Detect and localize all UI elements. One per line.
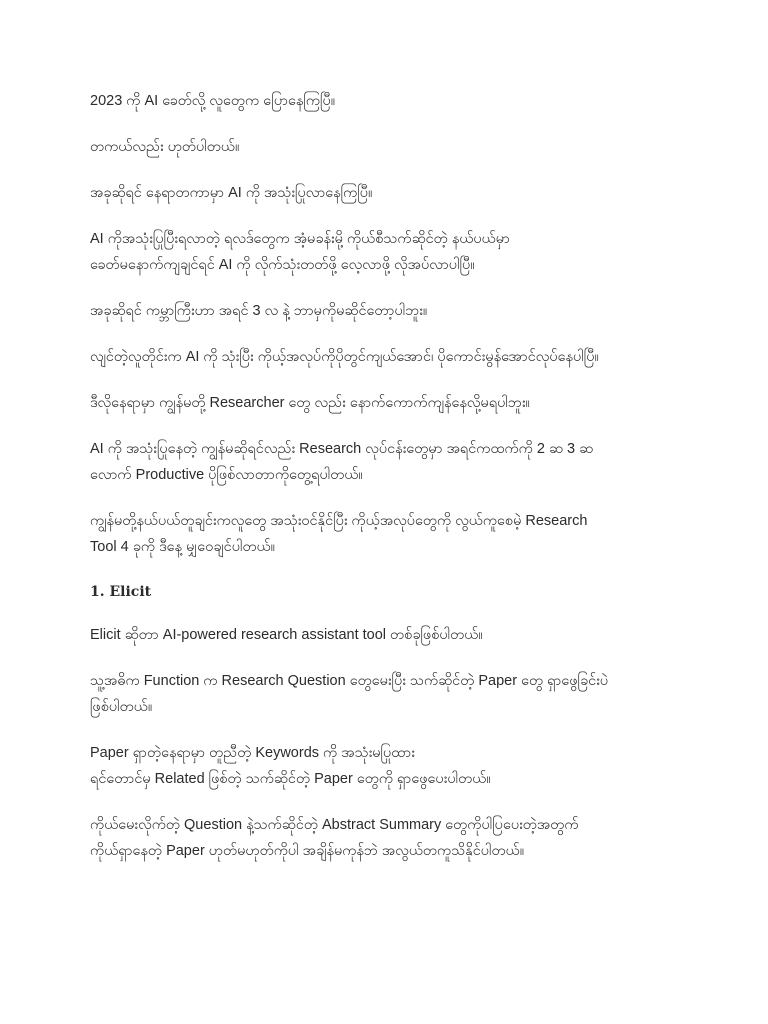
- text-line: 2023 ကို AI ခေတ်လို့ လူတွေက ပြောနေကြပြီ။: [90, 93, 336, 109]
- paragraph-elicit-summary: [90, 812, 690, 864]
- text-line: ဒီလိုနေရာမှာ ကျွန်မတို့ Researcher တွေ လည်း နောက်ကောက်ကျန်နေလို့မရပါဘူး။: [90, 395, 530, 411]
- paragraph-elicit-keywords: [90, 740, 690, 792]
- text-line: လောက် Productive ပိုဖြစ်လာတာကိုတွေ့ရပါတယ်။: [90, 467, 363, 483]
- paragraph-world-change: [90, 298, 690, 324]
- paragraph-agreement: [90, 134, 690, 160]
- text-line: Tool 4 ခုကို ဒီနေ့ မျှဝေချင်ပါတယ်။: [90, 539, 276, 555]
- text-line: ဖြစ်ပါတယ်။: [90, 699, 153, 715]
- text-line: Paper ရှာတဲ့နေရာမှာ တူညီတဲ့ Keywords ကို အသုံးမပြုထား: [90, 745, 415, 761]
- paragraph-elicit-definition: [90, 622, 690, 648]
- text-line: ကိုယ်မေးလိုက်တဲ့ Question နဲ့သက်ဆိုင်တဲ့ Abstract Summary တွေကိုပါပြပေးတဲ့အတွက်: [90, 817, 579, 833]
- text-line: သူ့အဓိက Function က Research Question တွေမေးပြီး သက်ဆိုင်တဲ့ Paper တွေ ရှာဖွေခြင်းပဲ: [90, 673, 609, 689]
- text-line: AI ကိုအသုံးပြုပြီးရလာတဲ့ ရလဒ်တွေက အံ့မခန်းမို့ ကိုယ်စီသက်ဆိုင်တဲ့ နယ်ပယ်မှာ: [90, 231, 510, 247]
- document-body: [90, 88, 690, 884]
- paragraph-productivity: [90, 436, 690, 488]
- paragraph-ai-results: [90, 226, 690, 278]
- paragraph-elicit-function: [90, 668, 690, 720]
- paragraph-smart-people: [90, 344, 690, 370]
- paragraph-researchers: [90, 390, 690, 416]
- section-heading-elicit: 1. Elicit: [90, 584, 152, 600]
- text-line: ကိုယ်ရှာနေတဲ့ Paper ဟုတ်မဟုတ်ကိုပါ အချိန်မကုန်ဘဲ အလွယ်တကူသိနိုင်ပါတယ်။: [90, 843, 525, 859]
- text-line: Elicit ဆိုတာ AI-powered research assistant tool တစ်ခုဖြစ်ပါတယ်။: [90, 627, 483, 643]
- text-line: အခုဆိုရင် နေရာတကာမှာ AI ကို အသုံးပြုလာနေကြပြီ။: [90, 185, 373, 201]
- text-line: လျင်တဲ့လူတိုင်းက AI ကို သုံးပြီး ကိုယ့်အလုပ်ကိုပိုတွင်ကျယ်အောင်၊ ပိုကောင်းမွန်အောင်လုပ်နေပါပြီ။: [90, 349, 599, 365]
- text-line: တကယ်လည်း ဟုတ်ပါတယ်။: [90, 139, 240, 155]
- paragraph-intro-ai-era: [90, 88, 690, 114]
- text-line: ခေတ်မနောက်ကျချင်ရင် AI ကို လိုက်သုံးတတ်ဖို့ လေ့လာဖို့ လိုအပ်လာပါပြီ။: [90, 257, 475, 273]
- paragraph-tools-intro: [90, 508, 690, 560]
- text-line: ရင်တောင်မှ Related ဖြစ်တဲ့ သက်ဆိုင်တဲ့ Paper တွေကို ရှာဖွေပေးပါတယ်။: [90, 771, 491, 787]
- text-line: အခုဆိုရင် ကမ္ဘာကြီးဟာ အရင် 3 လ နဲ့ ဘာမှကိုမဆိုင်တော့ပါဘူး။: [90, 303, 428, 319]
- paragraph-ai-usage: [90, 180, 690, 206]
- text-line: AI ကို အသုံးပြုနေတဲ့ ကျွန်မဆိုရင်လည်း Research လုပ်ငန်းတွေမှာ အရင်ကထက်ကို 2 ဆ 3 ဆ: [90, 441, 594, 457]
- text-line: ကျွန်မတို့နယ်ပယ်တူချင်းကလူတွေ အသုံးဝင်နိုင်ပြီး ကိုယ့်အလုပ်တွေကို လွယ်ကူစေမဲ့ Research: [90, 513, 588, 529]
